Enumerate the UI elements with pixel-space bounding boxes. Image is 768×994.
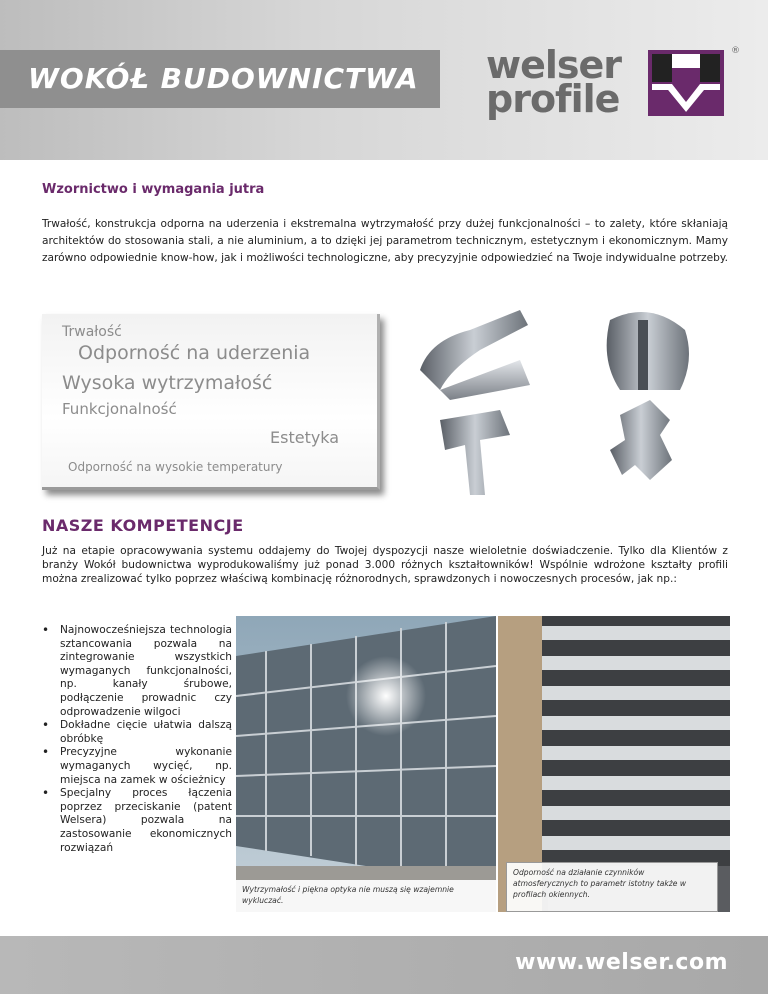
profile-3 <box>440 410 510 495</box>
feature-durability: Trwałość <box>62 324 122 340</box>
feature-functionality: Funkcjonalność <box>62 400 177 418</box>
competences-list <box>42 624 232 855</box>
intro-heading: Wzornictwo i wymagania jutra <box>42 182 265 197</box>
logo-line-1: welser <box>486 43 622 87</box>
list-item: • Precyzyjne wykonanie wymaganych wycięć, np. miejsca na zamek w ościeżnicy <box>42 746 232 787</box>
feature-aesthetics: Estetyka <box>270 428 340 447</box>
feature-high-strength: Wysoka wytrzymałość <box>62 372 273 394</box>
steel-profiles-image <box>410 300 730 500</box>
intro-paragraph: Trwałość, konstrukcja odporna na uderzenia i ekstremalna wytrzymałość przy dużej funkcjonalności – to zalety, które skłaniają architektów do stosowania stali, a nie aluminium, a to dzięki jej parametrom technicznym, estetycznym i ekonomicznym. Mamy zarówno odpowiednie know-how, jak i możliwości technologiczne, aby precyzyjnie odpowiedzieć na Twoje indywidualne potrzeby. <box>42 218 728 264</box>
profile-2 <box>607 312 689 390</box>
profile-1 <box>420 310 530 400</box>
registered-mark: ® <box>731 46 740 56</box>
feature-impact-resistance: Odporność na uderzenia <box>78 342 311 364</box>
competences-heading: NASZE KOMPETENCJE <box>42 516 244 535</box>
feature-heat-resistance: Odporność na wysokie temperatury <box>68 460 283 474</box>
competences-paragraph: Już na etapie opracowywania systemu oddajemy do Twojej dyspozycji nasze wieloletnie doświadczenie. Tylko dla Klientów z branży Wokół budownictwa wyprodukowaliśmy już ponad 3.000 różnych kształtowników! Wspólnie wdrożone kształty profili można zrealizować tylko poprzez właściwą kombinację różnorodnych, sprawdzonych i nowoczesnych procesów, jak np.: <box>42 545 728 585</box>
features-panel <box>42 314 380 490</box>
building-facade-photo <box>236 616 496 912</box>
list-item: • Specjalny proces łączenia poprzez przeciskanie (patent Welsera) pozwala na zastosowanie ekonomicznych rozwiązań <box>42 787 232 855</box>
list-item: • Najnowocześniejsza technologia sztancowania pozwala na zintegrowanie wszystkich wymaganych funkcjonalności, np. kanały śrubowe, podłączenie prowadnic czy odprowadzenie wilgoci <box>42 624 232 719</box>
photo-caption-1: Wytrzymałość i piękna optyka nie muszą się wzajemnie wykluczać. <box>236 880 496 916</box>
welser-logo-icon <box>648 50 724 116</box>
list-item: • Dokładne cięcie ułatwia dalszą obróbkę <box>42 719 232 746</box>
photo-caption-2: Odporność na działanie czynników atmosferycznych to parametr istotny także w profilach okiennych. <box>506 862 718 912</box>
page-title: WOKÓŁ BUDOWNICTWA <box>28 62 419 95</box>
logo-wordmark <box>486 43 622 121</box>
profile-4 <box>610 400 672 480</box>
logo-line-2: profile <box>486 77 620 121</box>
header-band <box>0 0 768 160</box>
title-band <box>0 50 440 108</box>
footer-band <box>0 936 768 994</box>
website-link[interactable]: www.welser.com <box>515 950 728 975</box>
